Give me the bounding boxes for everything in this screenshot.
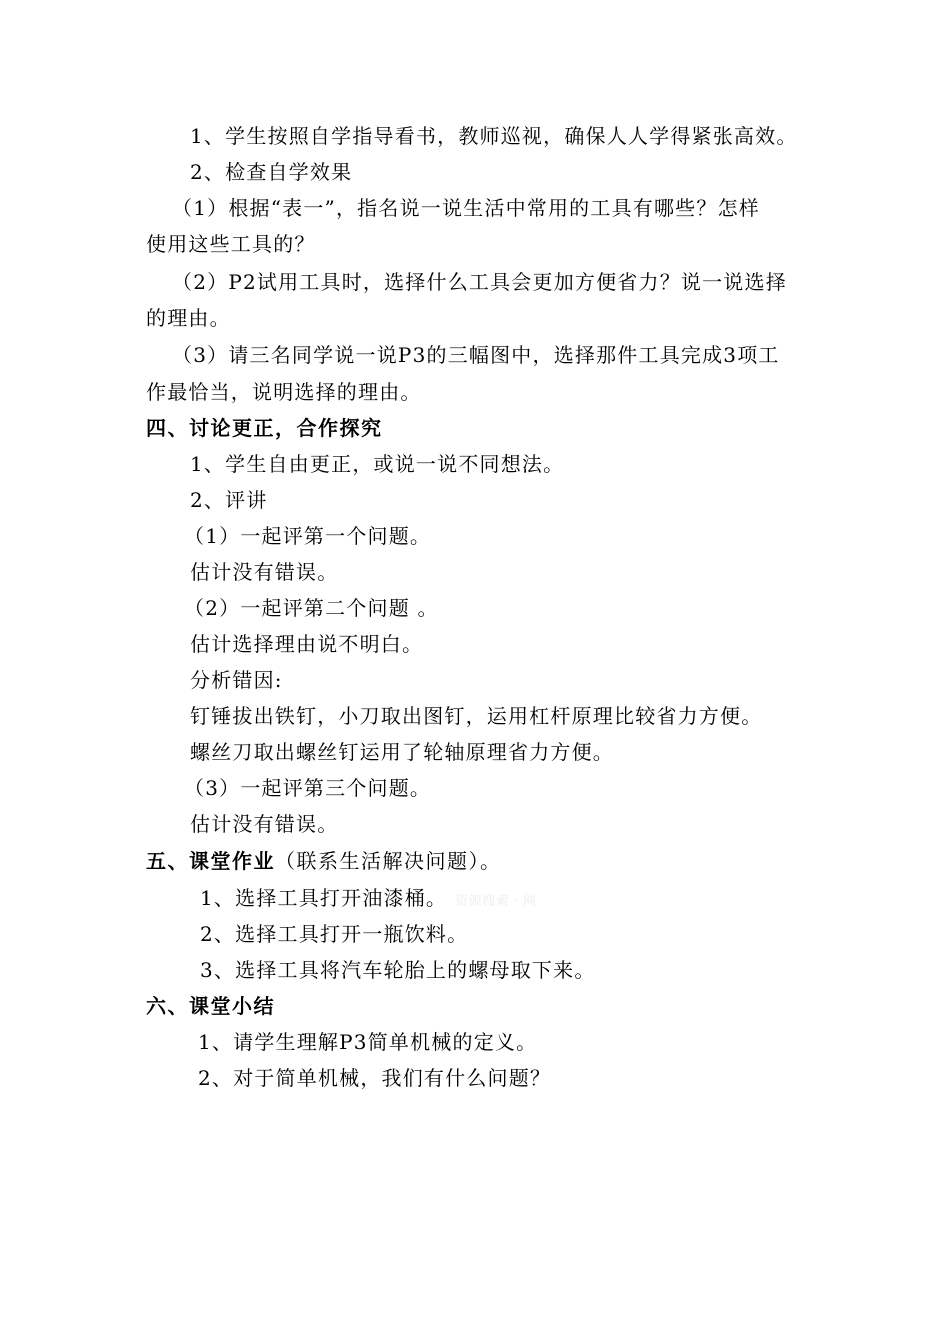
- review-question-2: （2）一起评第二个问题 。: [184, 596, 439, 620]
- homework-item-1: [200, 886, 537, 914]
- check-item-3-cont: 作最恰当，说明选择的理由。: [146, 380, 422, 404]
- check-item-1: （1）根据“表一”，指名说一说生活中常用的工具有哪些？怎样: [172, 196, 760, 220]
- review-question-1: （1）一起评第一个问题。: [184, 524, 432, 548]
- summary-item-2: 2、对于简单机械，我们有什么问题？: [198, 1066, 552, 1090]
- step-2-check-effect: 2、检查自学效果: [190, 160, 353, 184]
- homework-item-2: 2、选择工具打开一瓶饮料。: [200, 922, 469, 946]
- review-question-3: （3）一起评第三个问题。: [184, 776, 432, 800]
- error-analysis-lever: 钉锤拔出铁钉，小刀取出图钉，运用杠杆原理比较省力方便。: [190, 704, 763, 728]
- section-4-heading: 四、讨论更正，合作探究: [146, 416, 383, 440]
- section-4-item-1: 1、学生自由更正，或说一说不同想法。: [190, 452, 565, 476]
- section-6-heading: 六、课堂小结: [146, 994, 275, 1018]
- section-5-subtitle: （联系生活解决问题）。: [275, 849, 502, 873]
- review-question-3-note: 估计没有错误。: [190, 812, 339, 836]
- homework-item-3: 3、选择工具将汽车轮胎上的螺母取下来。: [200, 958, 596, 982]
- check-item-3: （3）请三名同学说一说P3的三幅图中，选择那件工具完成3项工: [172, 343, 780, 367]
- check-item-1-cont: 使用这些工具的？: [146, 232, 316, 256]
- section-4-item-2: 2、评讲: [190, 488, 268, 512]
- review-question-2-note: 估计选择理由说不明白。: [190, 632, 424, 656]
- error-analysis-wheel-axle: 螺丝刀取出螺丝钉运用了轮轴原理省力方便。: [190, 740, 614, 764]
- check-item-2: （2）P2试用工具时，选择什么工具会更加方便省力？说一说选择: [172, 270, 787, 294]
- check-item-2-cont: 的理由。: [146, 306, 231, 330]
- homework-item-1-text: 1、选择工具打开油漆桶。: [200, 886, 448, 910]
- step-1-self-study: 1、学生按照自学指导看书，教师巡视，确保人人学得紧张高效。: [190, 124, 798, 148]
- summary-item-1: 1、请学生理解P3简单机械的定义。: [198, 1030, 538, 1054]
- section-5-title: 五、课堂作业: [146, 849, 275, 873]
- error-analysis-label: 分析错因:: [190, 668, 283, 692]
- faint-watermark: 资源搜索 · 网: [455, 894, 537, 909]
- section-5-heading: [146, 849, 502, 873]
- review-question-1-note: 估计没有错误。: [190, 560, 339, 584]
